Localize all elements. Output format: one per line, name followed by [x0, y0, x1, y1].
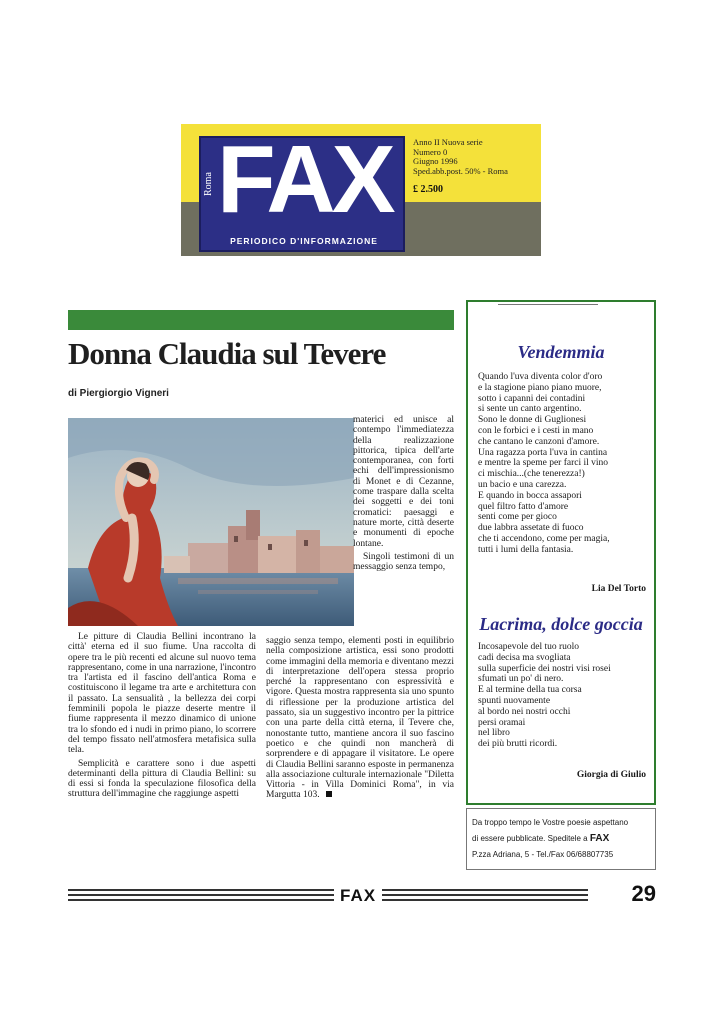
article-paragraph-text: saggio senza tempo, elementi posti in equilibrio nella composizione artistica, essi sono prodotti come immagini della memoria e diventano mezzi di interpretazione dell'opera stessa proprio perché la rappresentano con espressività e vigore. Questa mostra rappresenta sia uno spunto di riflessione per la produzione artistica del passato, sia un suggestivo incontro per la pittrice con una parte della città eterna, il Tevere che, nonostante tutto, mantiene ancora il suo fascino poetico e che quindi non mancherà di sorprendere e di appagare il visitatore. Le opere di Claudia Bellini saranno esposte in permanenza alla associazione culturale internazionale "Diletta Vittoria - in Villa Dominici Roma", in via Margutta 103.: [266, 636, 454, 801]
issue-info-line: Sped.abb.post. 50% - Roma: [413, 165, 508, 176]
notice-text: di essere pubblicate. Speditele a: [472, 834, 588, 843]
poem-line: persi oramai: [478, 717, 526, 728]
poem-line: e mentre la speme per farci il vino: [478, 458, 609, 469]
logo-box: [199, 126, 405, 252]
poem-line: si sente un canto argentino.: [478, 404, 582, 415]
submission-notice: [466, 808, 656, 870]
notice-address: P.zza Adriana, 5 - Tel./Fax 06/68807735: [472, 850, 614, 859]
poem-body: [478, 642, 650, 750]
painting-image: [68, 418, 354, 626]
painting-illustration: [68, 418, 354, 626]
poem-line: che cantano le canzoni d'amore.: [478, 436, 600, 447]
poem-line: tutti i lumi della fantasia.: [478, 544, 574, 555]
issue-info-line: Giugno 1996: [413, 156, 458, 166]
poem-line: Sono le donne di Guglionesi: [478, 415, 587, 426]
poem-line: che ti accendono, come per magia,: [478, 533, 610, 544]
poem-author: Giorgia di Giulio: [576, 770, 646, 780]
notice-line: Da troppo tempo le Vostre poesie aspettano: [472, 818, 629, 827]
poem-body: [478, 372, 650, 556]
end-of-article-mark: [326, 791, 332, 797]
poetry-sidebar: [466, 300, 656, 805]
issue-info: [413, 138, 508, 176]
poem-line: quel filtro fatto d'amore: [478, 501, 569, 512]
poem-line: sfumati un po' di nero.: [478, 674, 564, 685]
masthead-city: Roma: [203, 172, 214, 196]
poem-line: Incosapevole del tuo ruolo: [478, 642, 580, 652]
article-paragraph: Singoli testimoni di un messaggio senza tempo,: [353, 551, 454, 573]
poem-line: sotto i capanni dei contadini: [478, 393, 586, 404]
notice-fax-logo: FAX: [589, 833, 610, 844]
article-paragraph: Semplicità e carattere sono i due aspetti determinanti della pittura di Claudia Bellini: su di essi si fonda la speculazione filosofica della struttura dell'immagine che raggiunge aspetti: [68, 758, 256, 800]
poem-line: nel libro: [478, 728, 510, 739]
poem-line: al bordo nei nostri occhi: [478, 706, 571, 717]
issue-info-line: Anno II Nuova serie: [413, 137, 483, 147]
poem-line: con le forbici e i cesti in mano: [478, 425, 594, 436]
page-footer: [68, 881, 656, 907]
poem-line: ci mischia...(che tenerezza!): [478, 469, 585, 480]
page-number: 29: [631, 881, 656, 906]
footer-rule: [68, 894, 588, 896]
article-header-bar: [68, 310, 454, 330]
masthead-logo: FAX: [217, 126, 392, 233]
article-paragraph: materici ed unisce al contempo l'immediatezza della realizzazione pittorica, tipica dell'arte contemporanea, con forti echi dell'impressionismo di Monet e di Cezanne, come traspare dalla scelta dei soggetti e dei toni cromatici: paesaggi e nature morte, città deserte e monumenti di epoche lontane.: [353, 415, 454, 549]
notice-line: [472, 831, 650, 847]
poem-title: Vendemmia: [517, 342, 605, 362]
poem-line: Quando l'uva diventa color d'oro: [478, 372, 603, 382]
footer-rule: [68, 889, 588, 891]
cut-text-line: [498, 304, 598, 308]
masthead: [181, 124, 541, 256]
poem-line: sulla superficie dei nostri visi rosei: [478, 663, 611, 674]
issue-info-line: Numero 0: [413, 146, 448, 157]
poem-line: Una ragazza porta l'uva in cantina: [478, 447, 608, 458]
article-column-right: [266, 636, 454, 804]
poem-line: due labbra assetate di fuoco: [478, 523, 584, 534]
article-column-top-right: [353, 415, 454, 640]
poem-line: dei più brutti ricordi.: [478, 739, 558, 750]
poem-line: E quando in bocca assapori: [478, 490, 582, 501]
poem-line: spunti nuovamente: [478, 695, 551, 706]
poem-title: Lacrima, dolce goccia: [479, 614, 643, 634]
article-byline: di Piergiorgio Vigneri: [68, 388, 169, 399]
poem-line: cadi decisa ma svogliata: [478, 652, 571, 663]
poem-line: E al termine della tua corsa: [478, 685, 582, 696]
footer-rule: [68, 899, 588, 901]
article-title: Donna Claudia sul Tevere: [68, 336, 386, 371]
issue-price: £ 2.500: [413, 184, 443, 195]
poem-line: senti come per gioco: [478, 512, 557, 523]
poem-line: e la stagione piano piano muore,: [478, 382, 602, 393]
poem-line: un bacio e una carezza.: [478, 479, 567, 490]
article-paragraph: Le pitture di Claudia Bellini incontrano la città' eterna ed il suo fiume. Una raccolta di opere tra le più recenti ed alcune sul nuovo tema rappresentano, come in una narrazione, l'incontro tra l'artista ed il fascino dell'antica Roma e costituiscono il legame tra arte e architettura con il passato. La sensualità , la bellezza dei corpi femminili popola le piazze deserte mentre il fiume rappresenta il mezzo dinamico di unione tra lo sfondo ed i nudi in primo piano, lo scorrere del tempo fissato nell'atmosfera metafisica sulla tela.: [68, 632, 256, 756]
footer-logo: FAX: [334, 885, 382, 907]
poem-author: Lia Del Torto: [591, 584, 646, 594]
article: [68, 300, 454, 865]
masthead-tagline: PERIODICO D'INFORMAZIONE: [230, 236, 378, 246]
article-paragraph: [266, 636, 454, 801]
article-column-left: [68, 632, 256, 803]
